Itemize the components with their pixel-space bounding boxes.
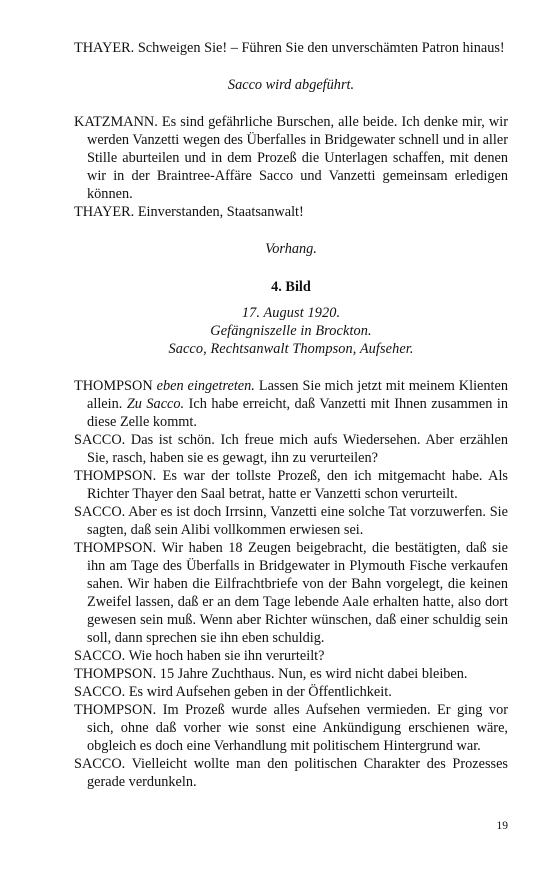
setting-place: Gefängniszelle in Brockton. [210,323,372,339]
speech-text: Ich habe erreicht, daß Vanzetti mit Ihnen zusammen in diese Zelle kommt. [87,396,508,430]
speech-text: Das ist schön. Ich freue mich aufs Wiedersehen. Aber erzählen Sie, rasch, haben sie es gewagt, ihn zu verurteilen? [87,432,508,466]
speech-text: Im Prozeß wurde alles Aufsehen vermieden. Er ging vor sich, ohne daß vorher wie sonst eine Ankündigung erschienen wäre, obgleich es doch eine Verhandlung mit politischem Hintergrund war. [87,702,508,754]
speech-text: Wir haben 18 Zeugen beigebracht, die bestätigten, daß sie ihn am Tage des Überfalls in Bridgewater in Plymouth Fische verkaufen sahen. Wir haben die Eilfrachtbriefe von der Bahn vorgelegt, die keinen Zweifel lassen, daß er an dem Tage lebende Aale erhalten hatte, also dort gewesen sein muß. Wenn aber Richter wünschen, daß einer schuldig sein soll, dann sprechen sie ihn eben schuldig. [87,540,508,646]
speaker-name: THAYER. [74,40,135,56]
stage-direction-vorhang: Vorhang. [265,241,317,257]
speech-text: Wie hoch haben sie ihn verurteilt? [125,648,325,664]
scene-setting [74,304,508,358]
speech-katzmann [74,113,508,203]
speech-thompson-4 [74,665,508,683]
speech-sacco-5 [74,755,508,791]
speech-text: Es war der tollste Prozeß, den ich mitgemacht habe. Als Richter Thayer den Saal betrat, hatte er Vanzetti schon verurteilt. [87,468,508,502]
speaker-name: THOMPSON. [74,666,157,682]
speech-text: Lassen Sie mich jetzt mit meinem Klienten allein. [87,378,508,412]
speaker-name: SACCO. [74,756,126,772]
speech-sacco-4 [74,683,508,701]
page-number: 19 [496,820,508,832]
speech-thayer-1 [74,39,508,57]
speech-text: Es wird Aufsehen geben in der Öffentlichkeit. [125,684,392,700]
speech-text: Einverstanden, Staatsanwalt! [134,204,304,220]
speaker-name: SACCO. [74,432,126,448]
speech-sacco-1 [74,431,508,467]
speech-sacco-3 [74,647,508,665]
speech-thompson-1 [74,377,508,431]
speaker-name: THOMPSON. [74,540,157,556]
speech-text: Aber es ist doch Irrsinn, Vanzetti eine solche Tat vorzuwerfen. Sie sagten, daß sein Alibi vollkommen erwiesen sei. [87,504,508,538]
speech-thayer-2 [74,203,508,221]
setting-date: 17. August 1920. [241,305,341,321]
speaker-name: SACCO. [74,684,126,700]
speaker-name: KATZMANN. [74,114,158,130]
speaker-name: SACCO. [74,648,126,664]
stage-direction-inline: eben eingetreten. [152,378,255,394]
speech-thompson-5 [74,701,508,755]
speech-text: Schweigen Sie! – Führen Sie den unverschämten Patron hinaus! [134,40,505,56]
scene-title: 4. Bild [271,279,311,295]
stage-direction-inline: Zu Sacco. [122,396,185,412]
speaker-name: SACCO. [74,504,126,520]
speech-text: Es sind gefährliche Burschen, alle beide. Ich denke mir, wir werden Vanzetti wegen des Überfalles in Bridgewater schnell und in aller Stille aburteilen und in dem Prozeß die Unterlagen schaffen, mit denen wir in der Braintree-Affäre Sacco und Vanzetti gemeinsam erledigen können. [87,114,508,202]
setting-characters: Sacco, Rechtsanwalt Thompson, Aufseher. [168,341,414,357]
speech-text: Vielleicht wollte man den politischen Charakter des Prozesses gerade verdunkeln. [87,756,508,790]
speech-thompson-2 [74,467,508,503]
speaker-name: THOMPSON. [74,702,157,718]
speaker-name: THOMPSON. [74,468,157,484]
play-text [74,39,508,791]
speaker-name: THAYER. [74,204,135,220]
speech-text: 15 Jahre Zuchthaus. Nun, es wird nicht dabei bleiben. [156,666,468,682]
speaker-name: THOMPSON [74,378,153,394]
speech-sacco-2 [74,503,508,539]
speech-thompson-3 [74,539,508,647]
stage-direction-abgefuehrt: Sacco wird abgeführt. [227,77,355,93]
